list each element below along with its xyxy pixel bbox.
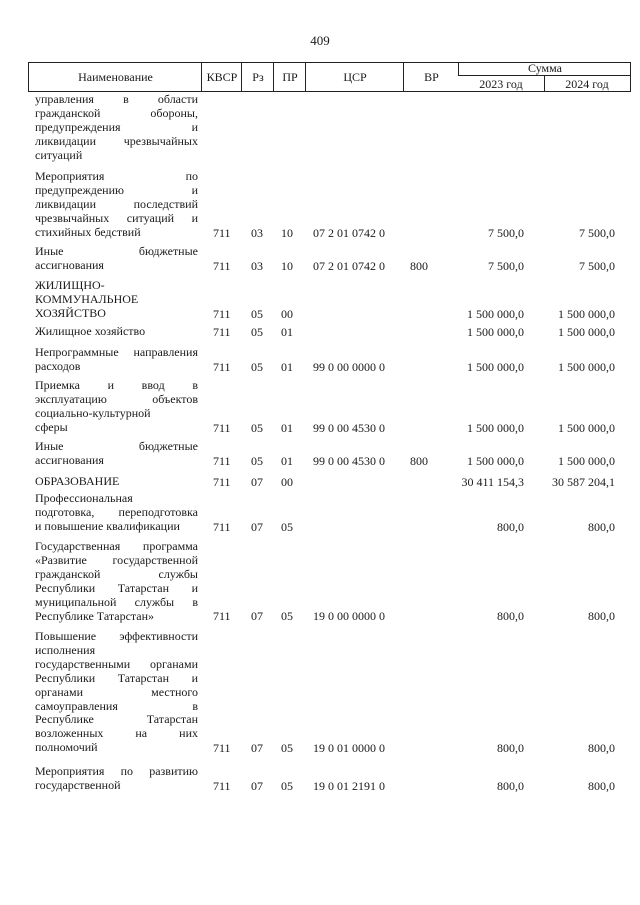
row-sum-2023: 800,0 <box>497 519 524 534</box>
row-kvsr: 711 <box>213 453 231 468</box>
header-kvsr: КВСР <box>201 62 242 92</box>
header-year-2024: 2024 год <box>565 77 609 91</box>
header-rz: Рз <box>241 62 274 92</box>
table-row <box>0 245 640 273</box>
row-sum-2024: 1 500 000,0 <box>558 420 615 435</box>
row-name-line: органами местного <box>35 684 198 699</box>
table-row <box>0 346 640 374</box>
row-name-line: предупреждения и <box>35 119 198 134</box>
row-pr: 01 <box>281 420 293 435</box>
row-name-line: управления в области <box>35 92 198 106</box>
row-rz: 07 <box>251 741 263 756</box>
table-row <box>0 440 640 468</box>
row-name-line: Иные бюджетные <box>35 439 198 453</box>
row-sum-2024: 1 500 000,0 <box>558 306 615 321</box>
row-sum-2023: 800,0 <box>497 741 524 756</box>
table-row <box>0 279 640 321</box>
header-year-2023: 2023 год <box>479 77 523 91</box>
row-csr: 19 0 01 0000 0 <box>313 741 385 756</box>
row-name-line: Приемка и ввод в <box>35 378 198 392</box>
row-name-line: «Развитие государственной <box>35 552 198 567</box>
row-name-line: КОММУНАЛЬНОЕ <box>35 291 139 306</box>
row-pr: 05 <box>281 609 293 624</box>
row-kvsr: 711 <box>213 420 231 435</box>
row-pr: 01 <box>281 324 293 339</box>
row-name-line: сферы <box>35 419 68 434</box>
row-pr: 05 <box>281 778 293 793</box>
row-kvsr: 711 <box>213 778 231 793</box>
row-name-line: самоуправления в <box>35 698 198 713</box>
row-sum-2024: 1 500 000,0 <box>558 359 615 374</box>
row-kvsr: 711 <box>213 474 231 489</box>
row-name-line: Республике Татарстан <box>35 712 198 727</box>
table-row <box>0 379 640 435</box>
row-kvsr: 711 <box>213 258 231 273</box>
row-vr: 800 <box>410 453 428 468</box>
row-kvsr: 711 <box>213 306 231 321</box>
row-csr: 99 0 00 0000 0 <box>313 359 385 374</box>
row-sum-2024: 1 500 000,0 <box>558 453 615 468</box>
table-header <box>28 62 631 92</box>
row-name-line: Непрограммные направления <box>35 345 198 359</box>
row-name-line: чрезвычайных ситуаций и <box>35 210 198 225</box>
row-name-line: расходов <box>35 358 81 373</box>
row-sum-2023: 7 500,0 <box>488 258 524 273</box>
table-row <box>0 325 640 339</box>
row-name-line: ХОЗЯЙСТВО <box>35 305 106 320</box>
row-name-line: полномочий <box>35 740 98 755</box>
row-sum-2023: 1 500 000,0 <box>467 324 524 339</box>
row-rz: 03 <box>251 225 263 240</box>
row-name-line: Республике Татарстан» <box>35 608 155 623</box>
row-name-line: Иные бюджетные <box>35 244 198 258</box>
row-pr: 01 <box>281 359 293 374</box>
row-pr: 05 <box>281 741 293 756</box>
row-sum-2024: 800,0 <box>588 609 615 624</box>
row-rz: 05 <box>251 420 263 435</box>
row-name-line: ассигнования <box>35 452 104 467</box>
row-pr: 10 <box>281 225 293 240</box>
row-sum-2023: 30 411 154,3 <box>461 474 524 489</box>
row-rz: 05 <box>251 324 263 339</box>
row-csr: 99 0 00 4530 0 <box>313 420 385 435</box>
row-rz: 07 <box>251 609 263 624</box>
row-sum-2024: 800,0 <box>588 741 615 756</box>
row-name-line: ОБРАЗОВАНИЕ <box>35 474 120 488</box>
row-name-line: возложенных на них <box>35 726 198 741</box>
row-name-line: ликвидации последствий <box>35 196 198 211</box>
table-row <box>0 540 640 623</box>
row-kvsr: 711 <box>213 324 231 339</box>
row-rz: 07 <box>251 778 263 793</box>
row-name-line: и повышение квалификации <box>35 518 180 533</box>
row-kvsr: 711 <box>213 741 231 756</box>
row-csr: 99 0 00 4530 0 <box>313 453 385 468</box>
row-pr: 01 <box>281 453 293 468</box>
row-name-line: Профессиональная <box>35 491 133 505</box>
row-name-line: ситуаций <box>35 147 83 162</box>
row-name-line: ассигнования <box>35 257 104 272</box>
row-name-line: государственными органами <box>35 656 198 671</box>
row-rz: 05 <box>251 453 263 468</box>
row-rz: 05 <box>251 359 263 374</box>
row-sum-2023: 800,0 <box>497 609 524 624</box>
header-csr: ЦСР <box>305 62 404 92</box>
row-pr: 00 <box>281 306 293 321</box>
row-name-line: Мероприятия по <box>35 169 198 183</box>
row-name-line: ЖИЛИЩНО- <box>35 278 105 292</box>
row-name-line: гражданской обороны, <box>35 105 198 120</box>
table-row <box>0 170 640 240</box>
row-name-line: предупреждению и <box>35 182 198 197</box>
row-csr: 07 2 01 0742 0 <box>313 225 385 240</box>
row-pr: 10 <box>281 258 293 273</box>
table-row <box>0 630 640 755</box>
row-csr: 19 0 01 2191 0 <box>313 778 385 793</box>
row-name-line: эксплуатацию объектов <box>35 391 198 406</box>
row-rz: 03 <box>251 258 263 273</box>
row-sum-2024: 1 500 000,0 <box>558 324 615 339</box>
row-kvsr: 711 <box>213 225 231 240</box>
row-rz: 07 <box>251 474 263 489</box>
header-vr: ВР <box>403 62 459 92</box>
row-kvsr: 711 <box>213 359 231 374</box>
row-pr: 05 <box>281 519 293 534</box>
row-name-line: Мероприятия по развитию <box>35 764 198 778</box>
table-row <box>0 93 640 163</box>
row-vr: 800 <box>410 258 428 273</box>
row-name-line: стихийных бедствий <box>35 224 141 239</box>
row-pr: 00 <box>281 474 293 489</box>
row-sum-2024: 7 500,0 <box>579 258 615 273</box>
row-name-line: Повышение эффективности <box>35 629 198 643</box>
row-name-line: социально-культурной <box>35 405 151 420</box>
row-name-line: ликвидации чрезвычайных <box>35 133 198 148</box>
row-name-line: Республики Татарстан и <box>35 580 198 595</box>
row-sum-2023: 1 500 000,0 <box>467 453 524 468</box>
row-sum-2023: 7 500,0 <box>488 225 524 240</box>
header-sum: Сумма <box>458 62 631 75</box>
page-number: 409 <box>310 33 330 48</box>
header-pr: ПР <box>273 62 306 92</box>
row-name-line: подготовка, переподготовка <box>35 504 198 519</box>
row-sum-2023: 800,0 <box>497 778 524 793</box>
row-csr: 07 2 01 0742 0 <box>313 258 385 273</box>
table-row <box>0 492 640 534</box>
row-sum-2024: 800,0 <box>588 778 615 793</box>
row-sum-2024: 30 587 204,1 <box>552 474 615 489</box>
row-csr: 19 0 00 0000 0 <box>313 609 385 624</box>
row-name-line: исполнения <box>35 642 96 657</box>
header-name: Наименование <box>28 62 202 92</box>
row-kvsr: 711 <box>213 609 231 624</box>
table-row <box>0 475 640 489</box>
row-name-line: Республики Татарстан и <box>35 670 198 685</box>
row-name-line: Государственная программа <box>35 539 198 553</box>
row-name <box>35 630 198 755</box>
row-sum-2023: 1 500 000,0 <box>467 306 524 321</box>
table-row <box>0 765 640 793</box>
row-name-line: Жилищное хозяйство <box>35 324 146 338</box>
row-name-line: гражданской службы <box>35 566 198 581</box>
row-sum-2024: 7 500,0 <box>579 225 615 240</box>
row-sum-2023: 1 500 000,0 <box>467 420 524 435</box>
row-name-line: муниципальной службы в <box>35 594 198 609</box>
row-sum-2024: 800,0 <box>588 519 615 534</box>
row-kvsr: 711 <box>213 519 231 534</box>
row-rz: 07 <box>251 519 263 534</box>
row-sum-2023: 1 500 000,0 <box>467 359 524 374</box>
row-name-line: государственной <box>35 777 121 792</box>
row-rz: 05 <box>251 306 263 321</box>
